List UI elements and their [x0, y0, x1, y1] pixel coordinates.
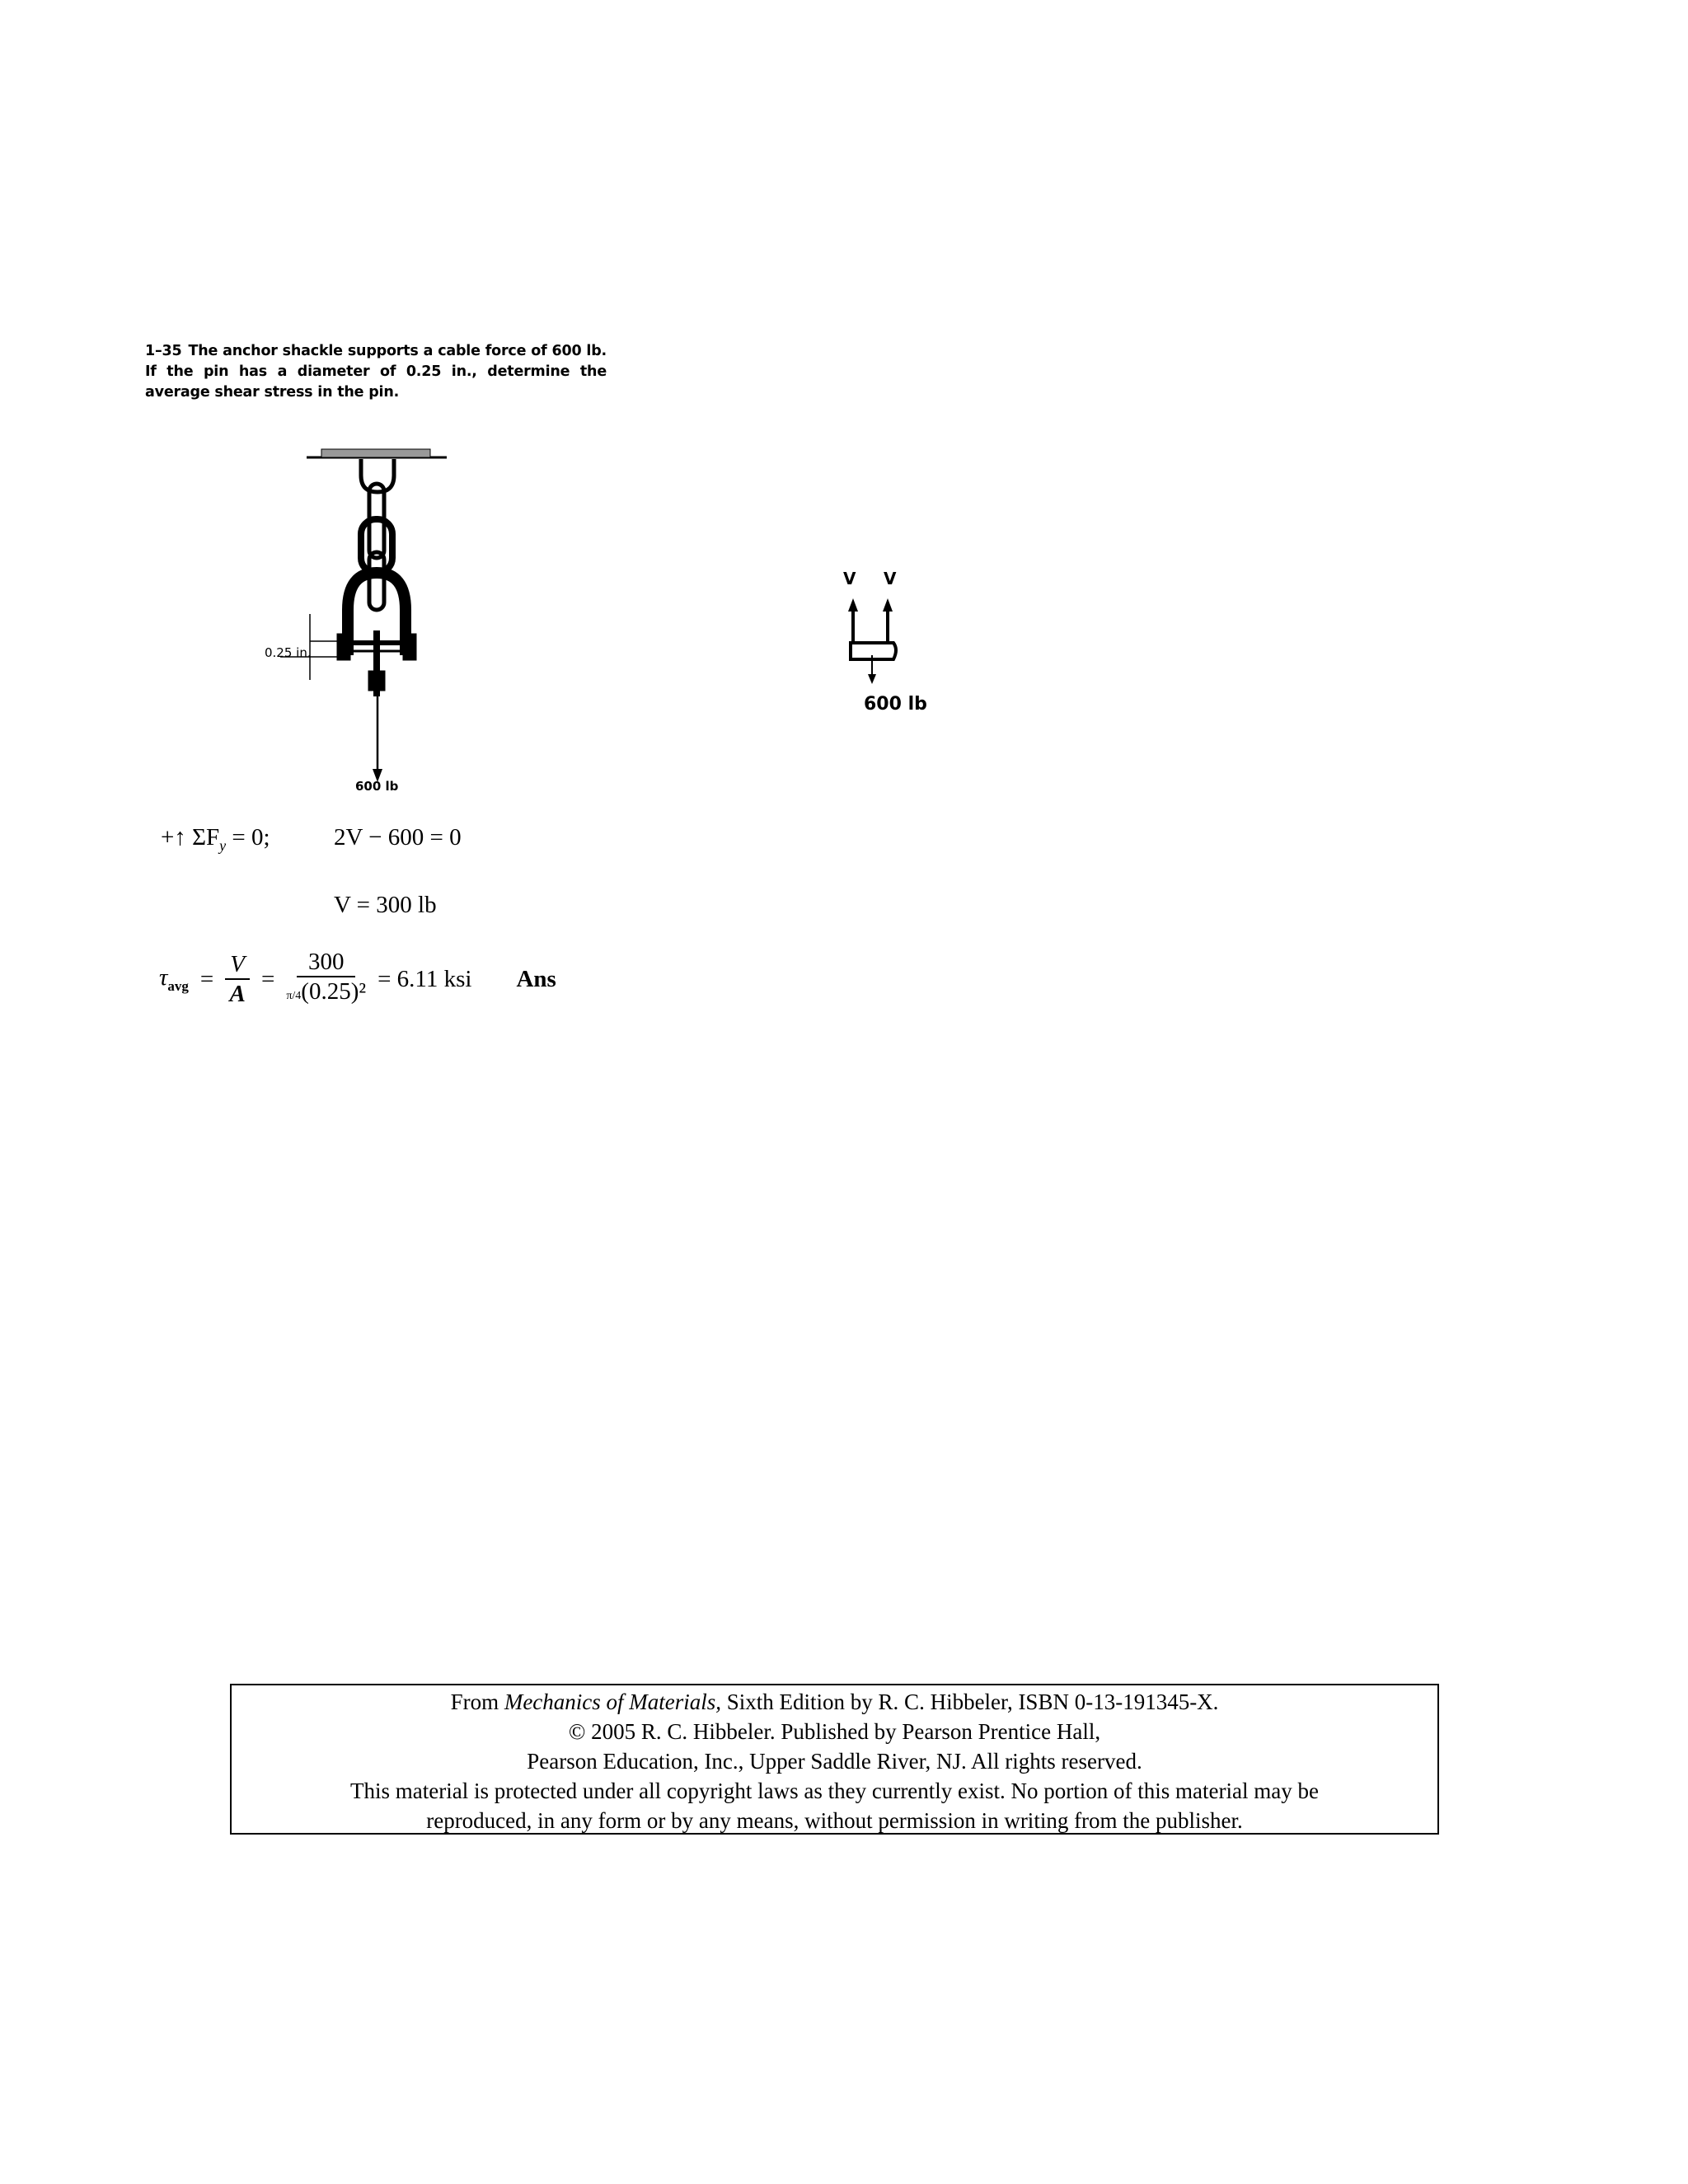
pin-free-body-diagram	[832, 593, 915, 684]
arrow-up-icon	[883, 598, 893, 612]
copyright-line-4: This material is protected under all copyright laws as they currently exist. No portion of this material may be	[350, 1779, 1319, 1803]
sum-forces-label: +↑ ΣF	[161, 824, 220, 851]
line1-prefix: From	[450, 1690, 504, 1714]
tau-symbol: τ	[159, 963, 168, 991]
answer-label: Ans	[516, 965, 556, 992]
sum-forces-equals: = 0;	[226, 824, 270, 851]
copyright-line-1	[232, 1687, 1437, 1717]
equilibrium-condition	[161, 824, 270, 855]
fbd-right-v: V	[884, 569, 897, 588]
sum-forces-subscript: y	[219, 837, 227, 854]
book-title: Mechanics of Materials,	[504, 1690, 722, 1714]
equals-sign: =	[199, 965, 214, 992]
copyright-line-2: © 2005 R. C. Hibbeler. Published by Pearson Prentice Hall,	[568, 1719, 1101, 1744]
problem-statement	[145, 341, 607, 403]
fraction-numerator: V	[225, 950, 250, 980]
anchor-shackle-figure	[272, 441, 470, 804]
copyright-line-5: reproduced, in any form or by any means, without permission in writing from the publisher.	[426, 1808, 1243, 1833]
equilibrium-equation: 2V − 600 = 0	[334, 824, 462, 851]
load-label: 600 lb	[355, 779, 399, 794]
copyright-notice	[230, 1684, 1439, 1835]
fraction-numerator: 300	[297, 948, 356, 977]
pi-over-four: π/4	[286, 990, 302, 1002]
pin-dimension-label: 0.25 in.	[265, 645, 312, 660]
fbd-load-label: 600 lb	[864, 694, 927, 715]
fbd-left-v: V	[843, 569, 856, 588]
tau-subscript: avg	[167, 977, 189, 994]
arrow-down-icon	[868, 674, 876, 684]
fraction-denominator: A	[229, 981, 246, 1007]
answer-value: = 6.11 ksi	[377, 965, 472, 992]
arrow-up-icon	[848, 598, 858, 612]
line1-suffix: Sixth Edition by R. C. Hibbeler, ISBN 0-13-191345-X.	[721, 1690, 1219, 1714]
problem-number: 1–35	[145, 343, 182, 359]
chain-link	[361, 519, 392, 573]
shear-stress-equation	[159, 948, 556, 1010]
shear-force-result: V = 300 lb	[334, 892, 437, 918]
chain-link	[369, 552, 384, 610]
copyright-line-3: Pearson Education, Inc., Upper Saddle River, NJ. All rights reserved.	[527, 1749, 1142, 1774]
equals-sign: =	[260, 965, 275, 992]
problem-text: The anchor shackle supports a cable force of 600 lb. If the pin has a diameter of 0.25 in., determine the average shear stress in the pin.	[145, 343, 607, 401]
fraction-denominator: (0.25)²	[301, 978, 367, 1005]
